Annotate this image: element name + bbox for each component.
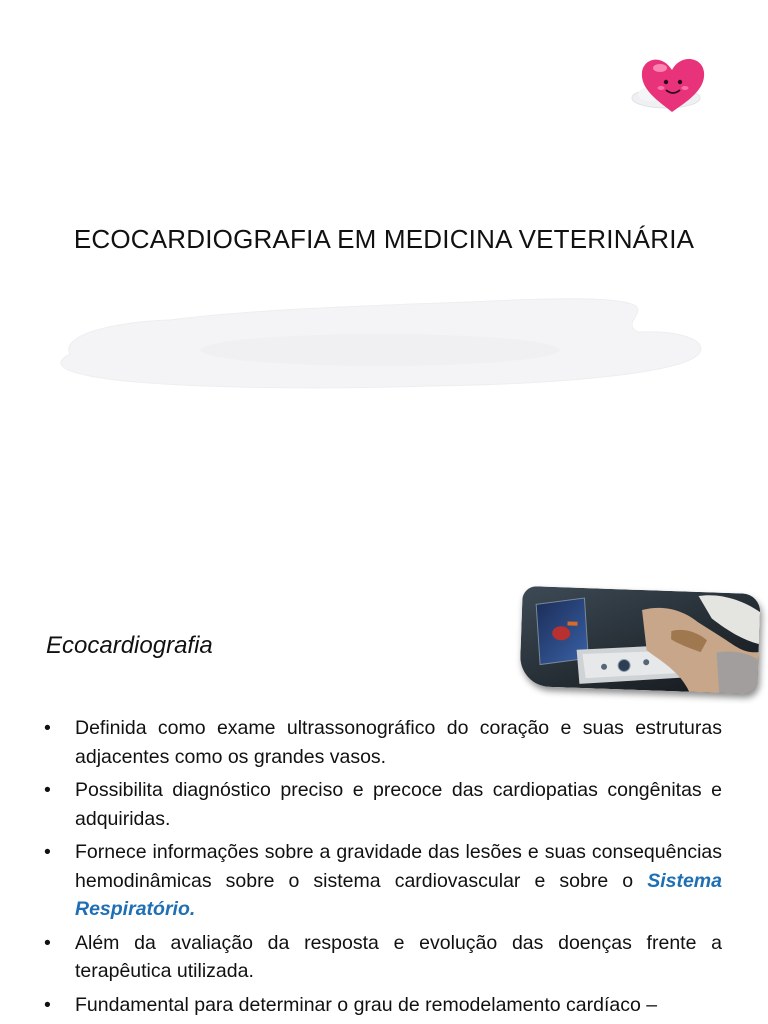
bullet-marker: • [44,717,51,739]
cloud-decoration [50,292,710,392]
bullet-marker: • [44,779,51,801]
ultrasound-machine-icon [519,586,760,694]
bullet-list [42,714,722,1024]
bullet-marker: • [44,993,51,1016]
bullet-text: Possibilita diagnóstico preciso e precoce das cardiopatias congênitas e adquiridas. [75,779,722,830]
bullet-remodeling [42,991,722,1020]
bullet-text: Fornece informações sobre a gravidade das lesões e suas consequências hemodinâmicas sobre o sistema cardiovascular e sobre o [75,841,722,892]
heart-icon [628,48,718,118]
cloud-banner-icon [50,292,710,392]
bullet-evaluation [42,929,722,986]
echocardiography-photo [519,586,760,694]
bullet-text: Além da avaliação da resposta e evolução das doenças frente a terapêutica utilizada. [75,931,722,982]
bullet-marker: • [44,841,51,863]
heart-cloud-logo [628,48,718,118]
bullet-severity [42,838,722,924]
slide-title-page [0,0,768,440]
bullet-text: Fundamental para determinar o grau de remodelamento cardíaco – [75,993,658,1016]
slide-heading: Ecocardiografia [46,632,213,659]
bullet-text: Definida como exame ultrassonográfico do coração e suas estruturas adjacentes como os grandes vasos. [75,717,722,768]
bullet-diagnosis [42,776,722,833]
emphasis-respiratory-system: Sistema Respiratório. [75,869,722,920]
presentation-title: ECOCARDIOGRAFIA EM MEDICINA VETERINÁRIA [73,224,695,254]
slide-ecocardiografia [0,560,768,1024]
bullet-definition [42,714,722,771]
bullet-marker: • [44,931,51,954]
